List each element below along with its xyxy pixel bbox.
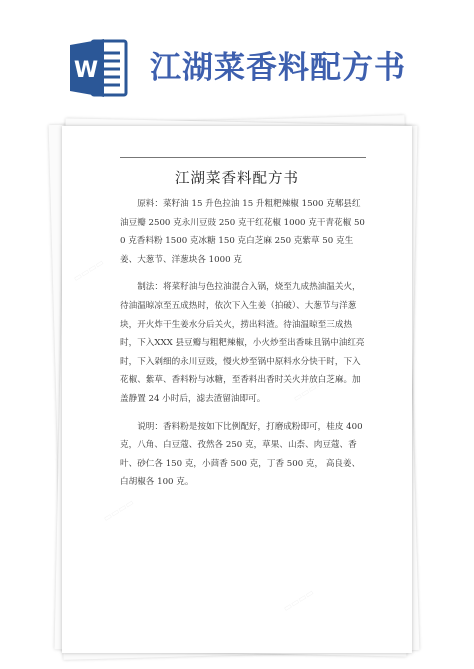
watermark: ▭▭▭▭ (71, 257, 107, 285)
document-page (62, 126, 412, 653)
paragraph-method: 制法：将菜籽油与色拉油混合入锅，烧至九成热油温关火，待油温晾凉至五成热时，依次下入生姜（拍破）、大葱节与洋葱块，开火炸干生姜水分后关火，捞出料渣。待油温晾至三成热时，下入XXX 县豆瓣与粗粑辣椒，小火炒至出香味且锅中油红亮时，下入剁细的永川豆豉，慢火炒至锅中原料水分快干时，下入花椒、紫草、香料粉与冰糖，至香料出香时关火并放白芝麻。加盖静置 24 小时后，滤去渣留油即可。 (120, 282, 365, 404)
document-title: 江湖菜香料配方书 (175, 171, 299, 187)
watermark: ▭▭▭▭ (101, 497, 137, 525)
paragraph-notes: 说明：香料粉是按如下比例配好，打磨成粉即可，桂皮 400 克，八角、白豆蔻、孜然各 250 克，草果、山柰、肉豆蔻、香叶、砂仁各 150 克，小茴香 500 克，丁香 500 克， 高良姜、白胡椒各 100 克。 (120, 421, 363, 488)
header-rule (120, 157, 366, 158)
watermark: ▭▭▭▭ (291, 377, 327, 405)
paragraph-ingredients: 原料：菜籽油 15 升色拉油 15 升粗粑辣椒 1500 克郫县红油豆瓣 2500 克永川豆豉 250 克干红花椒 1000 克干青花椒 500 克香料粉 1500 克冰糖 150 克白芝麻 250 克紫草 50 克生姜、大葱节、洋葱块各 1000 克 (120, 199, 365, 265)
document-body (120, 195, 366, 501)
logo-letter: W (73, 58, 99, 83)
banner-title: 江湖菜香料配方书 (150, 50, 406, 86)
watermark: ▭▭▭▭ (281, 587, 317, 615)
